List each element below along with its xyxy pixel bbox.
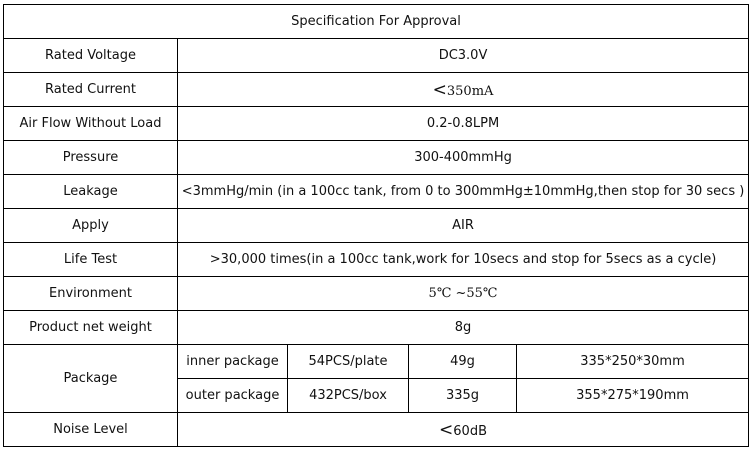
row-label: Rated Current: [4, 73, 178, 107]
table-row: [4, 39, 749, 73]
table-row: [4, 107, 749, 141]
spec-sheet: [3, 4, 748, 447]
table-row: [4, 73, 749, 107]
row-label: Rated Voltage: [4, 39, 178, 73]
package-qty: 432PCS/box: [288, 379, 409, 413]
less-than-sign: <: [439, 419, 454, 440]
package-row-inner: [4, 345, 749, 379]
package-dims: 335*250*30mm: [517, 345, 749, 379]
package-qty: 54PCS/plate: [288, 345, 409, 379]
row-label: Leakage: [4, 175, 178, 209]
row-value: [178, 73, 749, 107]
spec-table: [3, 4, 749, 447]
package-dims: 355*275*190mm: [517, 379, 749, 413]
package-weight: 49g: [409, 345, 517, 379]
row-value: 5℃ ~55℃: [178, 277, 749, 311]
table-row: [4, 277, 749, 311]
row-label: Life Test: [4, 243, 178, 277]
row-label: Pressure: [4, 141, 178, 175]
rated-current-value: 350mA: [446, 83, 494, 99]
row-label: Environment: [4, 277, 178, 311]
row-value: 300-400mmHg: [178, 141, 749, 175]
table-title: Specification For Approval: [4, 5, 749, 39]
row-label: Noise Level: [4, 413, 178, 447]
row-value: <3mmHg/min (in a 100cc tank, from 0 to 300mmHg±10mmHg,then stop for 30 secs ): [178, 175, 749, 209]
row-value: [178, 413, 749, 447]
table-row: [4, 243, 749, 277]
less-than-sign: <: [432, 79, 447, 100]
row-value: >30,000 times(in a 100cc tank,work for 10secs and stop for 5secs as a cycle): [178, 243, 749, 277]
package-weight: 335g: [409, 379, 517, 413]
row-value: 8g: [178, 311, 749, 345]
row-value: 0.2-0.8LPM: [178, 107, 749, 141]
table-row: [4, 141, 749, 175]
package-type: outer package: [178, 379, 288, 413]
package-label: Package: [4, 345, 178, 413]
row-value: DC3.0V: [178, 39, 749, 73]
row-label: Product net weight: [4, 311, 178, 345]
row-label: Apply: [4, 209, 178, 243]
table-row: [4, 311, 749, 345]
title-row: [4, 5, 749, 39]
table-row: [4, 175, 749, 209]
package-type: inner package: [178, 345, 288, 379]
row-value: AIR: [178, 209, 749, 243]
noise-level-value: 60dB: [453, 423, 487, 439]
table-row: [4, 209, 749, 243]
table-row: [4, 413, 749, 447]
row-label: Air Flow Without Load: [4, 107, 178, 141]
